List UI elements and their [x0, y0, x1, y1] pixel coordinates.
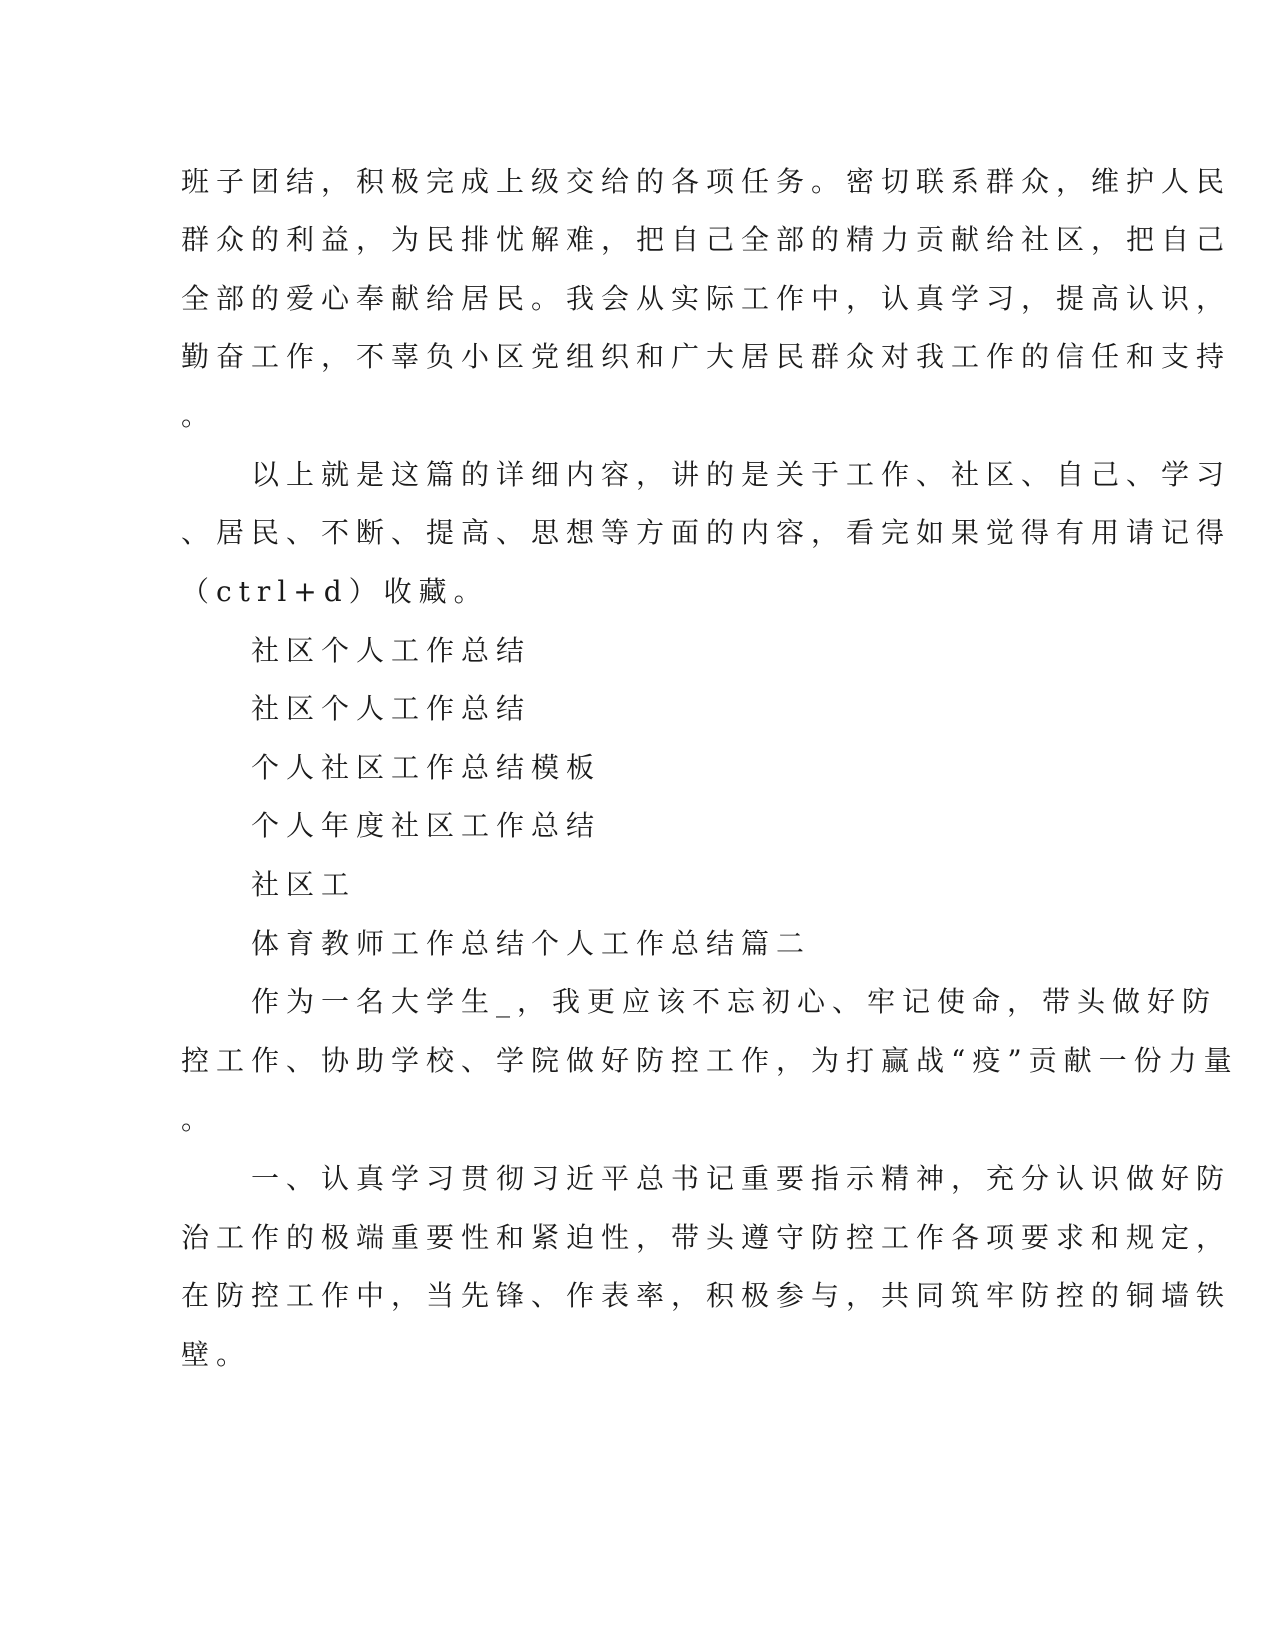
related-link-title: 个人社区工作总结模板: [251, 751, 602, 784]
text-line: 全部的爱心奉献给居民。我会从实际工作中，认真学习，提高认识，: [181, 282, 1232, 315]
related-link-title: 社区个人工作总结: [251, 692, 532, 725]
text-line: 控工作、协助学校、学院做好防控工作，为打赢战“疫”贡献一份力量: [181, 1044, 1239, 1077]
text-line: 壁。: [181, 1338, 252, 1371]
text-line: 以上就是这篇的详细内容，讲的是关于工作、社区、自己、学习: [251, 458, 1232, 491]
text-line: 治工作的极端重要性和紧迫性，带头遵守防控工作各项要求和规定，: [181, 1221, 1232, 1254]
text-line: 。: [181, 1103, 217, 1136]
text-line: 作为一名大学生_，我更应该不忘初心、牢记使命，带头做好防: [251, 985, 1218, 1018]
text-line: 在防控工作中，当先锋、作表率，积极参与，共同筑牢防控的铜墙铁: [181, 1279, 1232, 1312]
text-line: 群众的利益，为民排忧解难，把自己全部的精力贡献给社区，把自己: [181, 223, 1232, 256]
text-line: 。: [181, 399, 217, 432]
related-link-title: 个人年度社区工作总结: [251, 809, 602, 842]
section-heading: 体育教师工作总结个人工作总结篇二: [251, 927, 812, 960]
text-line: 、居民、不断、提高、思想等方面的内容，看完如果觉得有用请记得: [181, 516, 1232, 549]
text-line: 勤奋工作，不辜负小区党组织和广大居民群众对我工作的信任和支持: [181, 340, 1232, 373]
text-line: 班子团结，积极完成上级交给的各项任务。密切联系群众，维护人民: [181, 165, 1232, 198]
related-link-title: 社区个人工作总结: [251, 634, 532, 667]
text-line: 一、认真学习贯彻习近平总书记重要指示精神，充分认识做好防: [251, 1162, 1232, 1195]
text-line: （ctrl+d）收藏。: [181, 575, 489, 608]
related-link-title: 社区工: [251, 868, 357, 901]
